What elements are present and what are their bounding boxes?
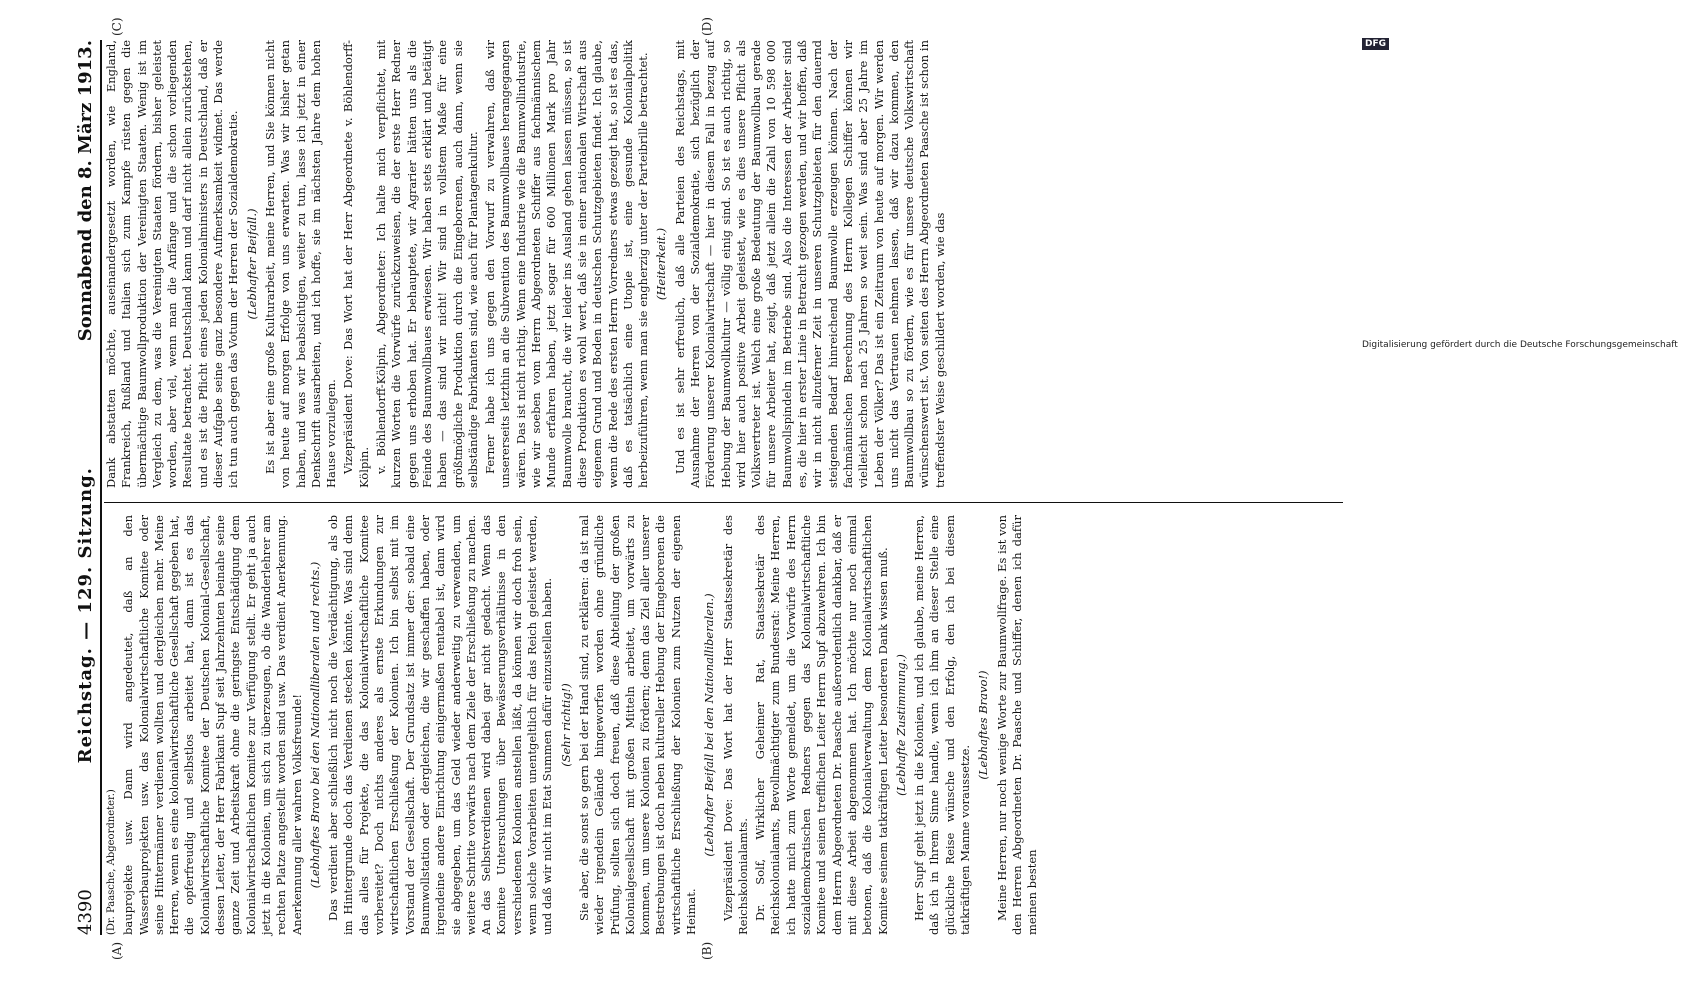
margin-mark-c: (C) [110,17,124,36]
paragraph: Herr Supf geht jetzt in die Kolonien, und ich glaube, meine Herren, daß ich in Ihrem Sinne handle, wenn ich ihm an dieser Stelle eine glückliche Reise wünsche und den Erfolg, den ich bei diesem tatkräftigen Manne voraussetze. [912,515,973,935]
dfg-logo: DFG [1362,38,1389,50]
margin-mark-b: (B) [700,941,714,960]
reaction: (Lebhafter Beifall.) [244,208,259,320]
paragraph: Und es ist sehr erfreulich, daß alle Parteien des Reichstags, mit Ausnahme der Herren von der Sozialdemokratie, sich bezüglich der Förderung unserer Kolonialwirtschaft — hier in diesem Fall in bezug auf Hebung der Baumwollkultur — völlig einig sind. So ist es auch richtig, so wird hier auch positive Arbeit geleistet, wie es dies unsere Pflicht als Volksvertreter ist. Welch eine große Bedeutung der Baumwollbau gerade für unsere Arbeiter hat, zeigt, daß jetzt allein die Zahl von 10 598 000 Baumwollspindeln im Betriebe sind. Also die Interessen der Arbeiter sind es, die hier in erster Linie in Betracht gezogen werden, und wir hoffen, daß wir in nicht allzuferner Zeit in unseren Schutzgebieten für den dauernd steigenden Bedarf hinreichend Baumwolle erzeugen können. Nach der fachmännischen Berechnung des Herrn Kollegen Schiffer können wir vielleicht schon nach 25 Jahren so weit sein. Was sind aber 25 Jahre im Leben der Völker? Das ist ein Zeitraum von heute auf morgen. Wir werden uns nicht das Vertrauen nehmen lassen, daß wir dazu kommen, den Baumwollbau so zu fördern, wie es für unsere deutsche Volkswirtschaft wünschenswert ist. Von seiten des Herrn Abgeordneten Paasche ist schon in treffendster Weise geschildert worden, wie das [672,40,947,488]
margin-mark-d: (D) [700,17,714,36]
reaction: (Lebhaftes Bravo!) [976,670,991,780]
paragraph: v. Böhlendorff-Kölpin, Abgeordneter: Ich halte mich verpflichtet, mit kurzen Worten die Vorwürfe zurückzuweisen, die der erste Herr Redner gegen uns erhoben hat. Er behauptete, wir Agrarier hätten uns als die Feinde des Baumwollbaues erwiesen. Wir haben stets erklärt und betätigt haben — das sind wir nicht! Wir sind in vollstem Maße für eine größtmögliche Produktion durch die Eingeborenen, auch dann, wenn sie selbständige Fabrikanten sind, wie auch für Plantagenkultur. [374,40,480,488]
date-title: Sonnabend den 8. März 1913. [74,40,96,342]
paragraph: Dank abstatten möchte, auseinandergesetzt worden, wie England, Frankreich, Rußland und Italien sich zum Kampfe rüsten gegen die übermächtige Baumwollproduktion der Vereinigten Staaten. Wenig ist im Vergleich zu dem, was die Vereinigten Staaten fördern, bisher geleistet worden, aber viel, wenn man die Anfänge und die schon vorliegenden Resultate betrachtet. Deutschland kann und darf nicht allein zurückstehen, und es ist die Pflicht eines jeden Kolonialministers in Deutschland, daß er dieser Aufgabe seine ganz besondere Aufmerksamkeit widmet. Das werde ich tun auch gegen das Votum der Herren der Sozialdemokratie. [104,40,241,488]
left-column [104,515,1343,935]
page-number: 4390 [74,889,96,935]
paragraph: Es ist aber eine große Kulturarbeit, meine Herren, und Sie können nicht von heute auf morgen Erfolge von uns erwarten. Was wir bisher getan haben, und was wir beabsichtigen, weiter zu tun, lasse ich jetzt in einer Denkschrift ausarbeiten, und ich hoffe, sie im nächsten Jahre dem hohen Hause vorzulegen. [262,40,339,488]
paragraph: Sie aber, die sonst so gern bei der Hand sind, zu erklären: da ist mal wieder irgendein Gelände hingeworfen worden ohne gründliche Prüfung, sollten sich doch freuen, daß diese Abteilung der großen Kolonialgesellschaft mit großen Mitteln arbeitet, um vorwärts zu kommen, um unsere Kolonien zu fördern; denn das Ziel aller unserer Bestrebungen ist doch neben kultureller Hebung der Eingeborenen die wirtschaftliche Erschließung der Kolonien zum Nutzen der eigenen Heimat. [576,515,698,935]
reaction: (Lebhaftes Bravo bei den Nationalliberalen und rechts.) [307,561,322,889]
header-rule [100,40,102,935]
paragraph: Meine Herren, nur noch wenige Worte zur Baumwollfrage. Es ist von den Herren Abgeordneten Dr. Paasche und Schiffer, denen ich dafür meinen besten [994,515,1040,935]
paragraph: bauprojekte usw. Dann wird angedeutet, daß an den Wasserbauprojekten usw. das Kolonialwirtschaftliche Komitee oder seine Hintermänner verdienen wollten und dergleichen mehr. Meine Herren, wenn es eine kolonialwirtschaftliche Gesellschaft gegeben hat, die opferfreudig und selbstlos arbeitet hat, dann ist es das Kolonialwirtschaftliche Komitee der Deutschen Kolonial-Gesellschaft, dessen Leiter, der Herr Fabrikant Supf seit Jahrzehnten beinahe seine ganze Zeit und Arbeitskraft ohne die geringste Entschädigung dem Kolonialwirtschaftlichen Komitee zur Verfügung stellt. Er geht ja auch jetzt in die Kolonien, um sich zu überzeugen, ob die Wanderlehrer am rechten Platze angestellt worden sind usw. Das verdient Anerkennung. Anerkennung aller wahren Volksfreunde! [121,515,304,935]
paragraph: Ferner habe ich uns gegen den Vorwurf zu verwahren, daß wir unsererseits letzthin an die Subvention des Baumwollbaues herangegangen wären. Das ist nicht richtig. Wenn eine Industrie wie die Baumwollindustrie, wie wir soeben vom Herrn Abgeordneten Schiffer aus fachmännischem Munde erfahren haben, jetzt sogar für 600 Millionen Mark pro Jahr Baumwolle braucht, die wir leider ins Ausland gehen lassen müssen, so ist diese Produktion es wohl wert, daß sie in einer nationalen Wirtschaft aus eigenem Grund und Boden in deutschen Schutzgebieten findet. Ich glaube, wenn die Rede des ersten Herrn Vorredners etwas gezeigt hat, so ist es das, daß es tatsächlich eine Utopie ist, eine gesunde Kolonialpolitik herbeizuführen, wenn man sie engherzig unter der Parteibrille betrachtet. [483,40,651,488]
reaction: (Lebhafter Beifall bei den Nationalliberalen.) [702,593,717,857]
page-header [72,40,98,935]
margin-mark-a: (A) [110,941,124,960]
paragraph: Das verdient aber schließlich nicht noch die Verdächtigung, als ob im Hintergrunde doch das Verdienen stecken könnte. Was sind denn das alles für Projekte, die das Kolonialwirtschaftliche Komitee vorbereitet? Doch nichts anderes als ernste Erkundungen zur wirtschaftlichen Erschließung der Kolonien. Ich bin selbst mit im Vorstand der Gesellschaft. Der Grundsatz ist immer der: sobald eine Baumwollstation oder dergleichen, die wir geschaffen haben, oder irgendeine andere Einrichtung einigermaßen rentabel ist, dann wird sie abgegeben, um das Geld wieder anderweitig zu verwenden, um weitere Schritte vorwärts nach dem Ziele der Erschließung zu machen. An das Selbstverdienen wird dabei gar nicht gedacht. Wenn das Komitee Untersuchungen über Bewässerungsverhältnisse in den verschiedenen Kolonien anstellen läßt, da können wir doch froh sein, wenn solche Vorarbeiten unentgeltlich für das Reich geleistet werden, und daß wir nicht im Etat Summen dafür einzustellen haben. [326,515,555,935]
right-column [104,40,1343,488]
paragraph: Vizepräsident Dove: Das Wort hat der Herr Abgeordnete v. Böhlendorff-Kölpin. [341,40,371,488]
digitization-credit: Digitalisierung gefördert durch die Deutsche Forschungsgemeinschaft [1362,340,1678,350]
speaker-running-head: (Dr. Paasche, Abgeordneter.) [106,789,117,935]
column-divider [104,502,1343,503]
reaction: (Heiterkeit.) [654,227,669,301]
session-title: Reichstag. — 129. Sitzung. [74,467,96,764]
paragraph: Vizepräsident Dove: Das Wort hat der Herr Staatssekretär des Reichskolonialamts. [720,515,750,935]
paragraph: Dr. Solf, Wirklicher Geheimer Rat, Staatssekretär des Reichskolonialamts, Bevollmächtigter zum Bundesrat: Meine Herren, ich hatte mich zum Worte gemeldet, um die Vorwürfe des Herrn sozialdemokratischen Redners gegen das Kolonialwirtschaftliche Komitee und seinen trefflichen Leiter Herrn Supf abzuwehren. Ich bin dem Herrn Abgeordneten Dr. Paasche außerordentlich dankbar, daß er mit diese Arbeit abgenommen hat. Ich möchte nur noch einmal betonen, daß die Kolonialverwaltung dem Kolonialwirtschaftlichen Komitee seinem tatkräftigen Leiter besonderen Dank wissen muß. [753,515,890,935]
reaction: (Sehr richtig!) [558,683,573,767]
reaction: (Lebhafte Zustimmung.) [893,654,908,796]
